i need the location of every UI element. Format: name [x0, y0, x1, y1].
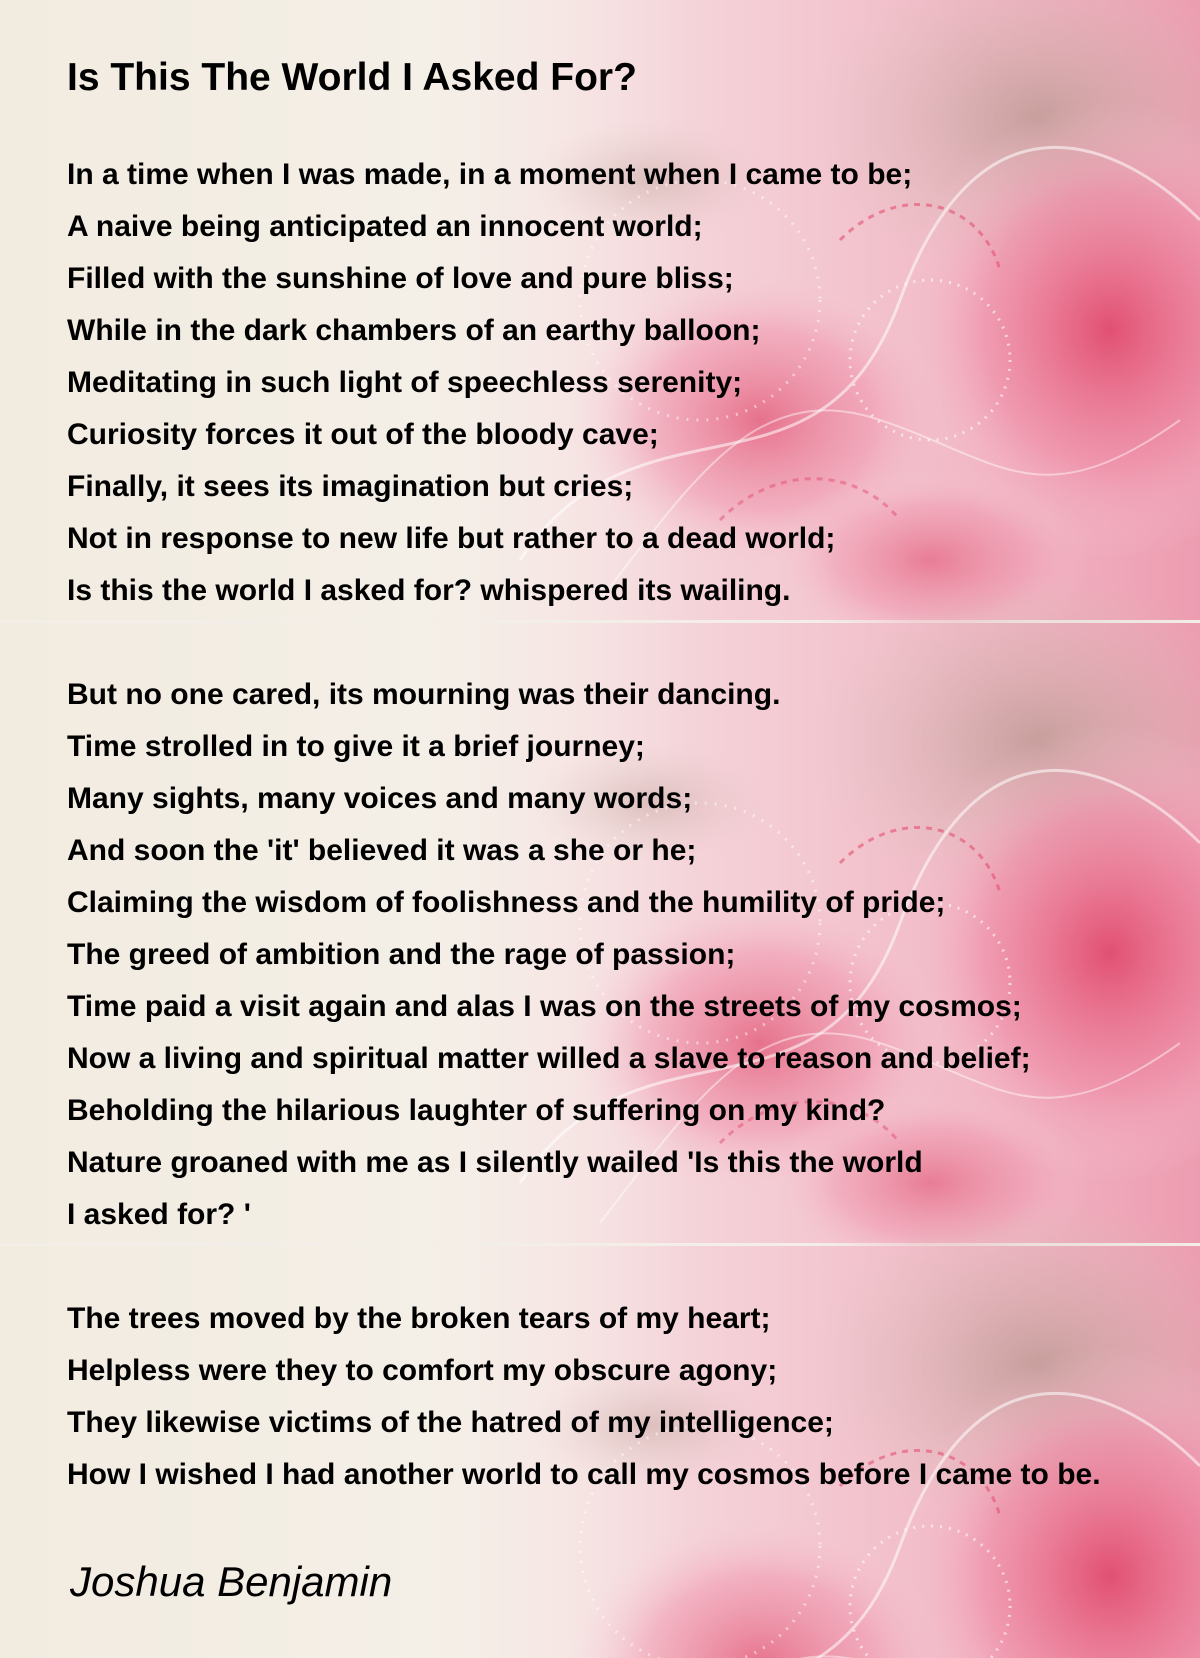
poem-line: Curiosity forces it out of the bloody cave;	[67, 418, 659, 451]
poem-line: Time paid a visit again and alas I was on the streets of my cosmos;	[67, 990, 1022, 1023]
poem-line: Many sights, many voices and many words;	[67, 782, 693, 815]
poem-line: Is this the world I asked for? whispered its wailing.	[67, 574, 791, 607]
poem-line: Meditating in such light of speechless serenity;	[67, 366, 743, 399]
poem-line: Claiming the wisdom of foolishness and the humility of pride;	[67, 886, 946, 919]
poem-line: While in the dark chambers of an earthy balloon;	[67, 314, 761, 347]
poem-line: The trees moved by the broken tears of my heart;	[67, 1302, 771, 1335]
poem-line: How I wished I had another world to call my cosmos before I came to be.	[67, 1458, 1101, 1491]
poem-line: Not in response to new life but rather to a dead world;	[67, 522, 836, 555]
poem-line: Finally, it sees its imagination but cries;	[67, 470, 634, 503]
poem-line: Beholding the hilarious laughter of suffering on my kind?	[67, 1094, 886, 1127]
poem-line: But no one cared, its mourning was their dancing.	[67, 678, 781, 711]
poem-line: Filled with the sunshine of love and pure bliss;	[67, 262, 734, 295]
poem-line: Time strolled in to give it a brief journey;	[67, 730, 645, 763]
poem-line: Nature groaned with me as I silently wailed 'Is this the world	[67, 1146, 923, 1179]
poem-line: In a time when I was made, in a moment when I came to be;	[67, 158, 913, 191]
poem-line: I asked for? '	[67, 1198, 251, 1231]
stanza-1	[67, 149, 912, 617]
stanza-2	[67, 669, 1031, 1241]
poem-title: Is This The World I Asked For?	[67, 56, 637, 99]
poem-line: A naive being anticipated an innocent world;	[67, 210, 703, 243]
poem-line: And soon the 'it' believed it was a she or he;	[67, 834, 697, 867]
stanza-3	[67, 1293, 1101, 1501]
poem-author: Joshua Benjamin	[70, 1558, 393, 1605]
poem-line: Now a living and spiritual matter willed a slave to reason and belief;	[67, 1042, 1031, 1075]
poem-line: The greed of ambition and the rage of passion;	[67, 938, 736, 971]
poem-line: They likewise victims of the hatred of my intelligence;	[67, 1406, 834, 1439]
poem-line: Helpless were they to comfort my obscure agony;	[67, 1354, 778, 1387]
